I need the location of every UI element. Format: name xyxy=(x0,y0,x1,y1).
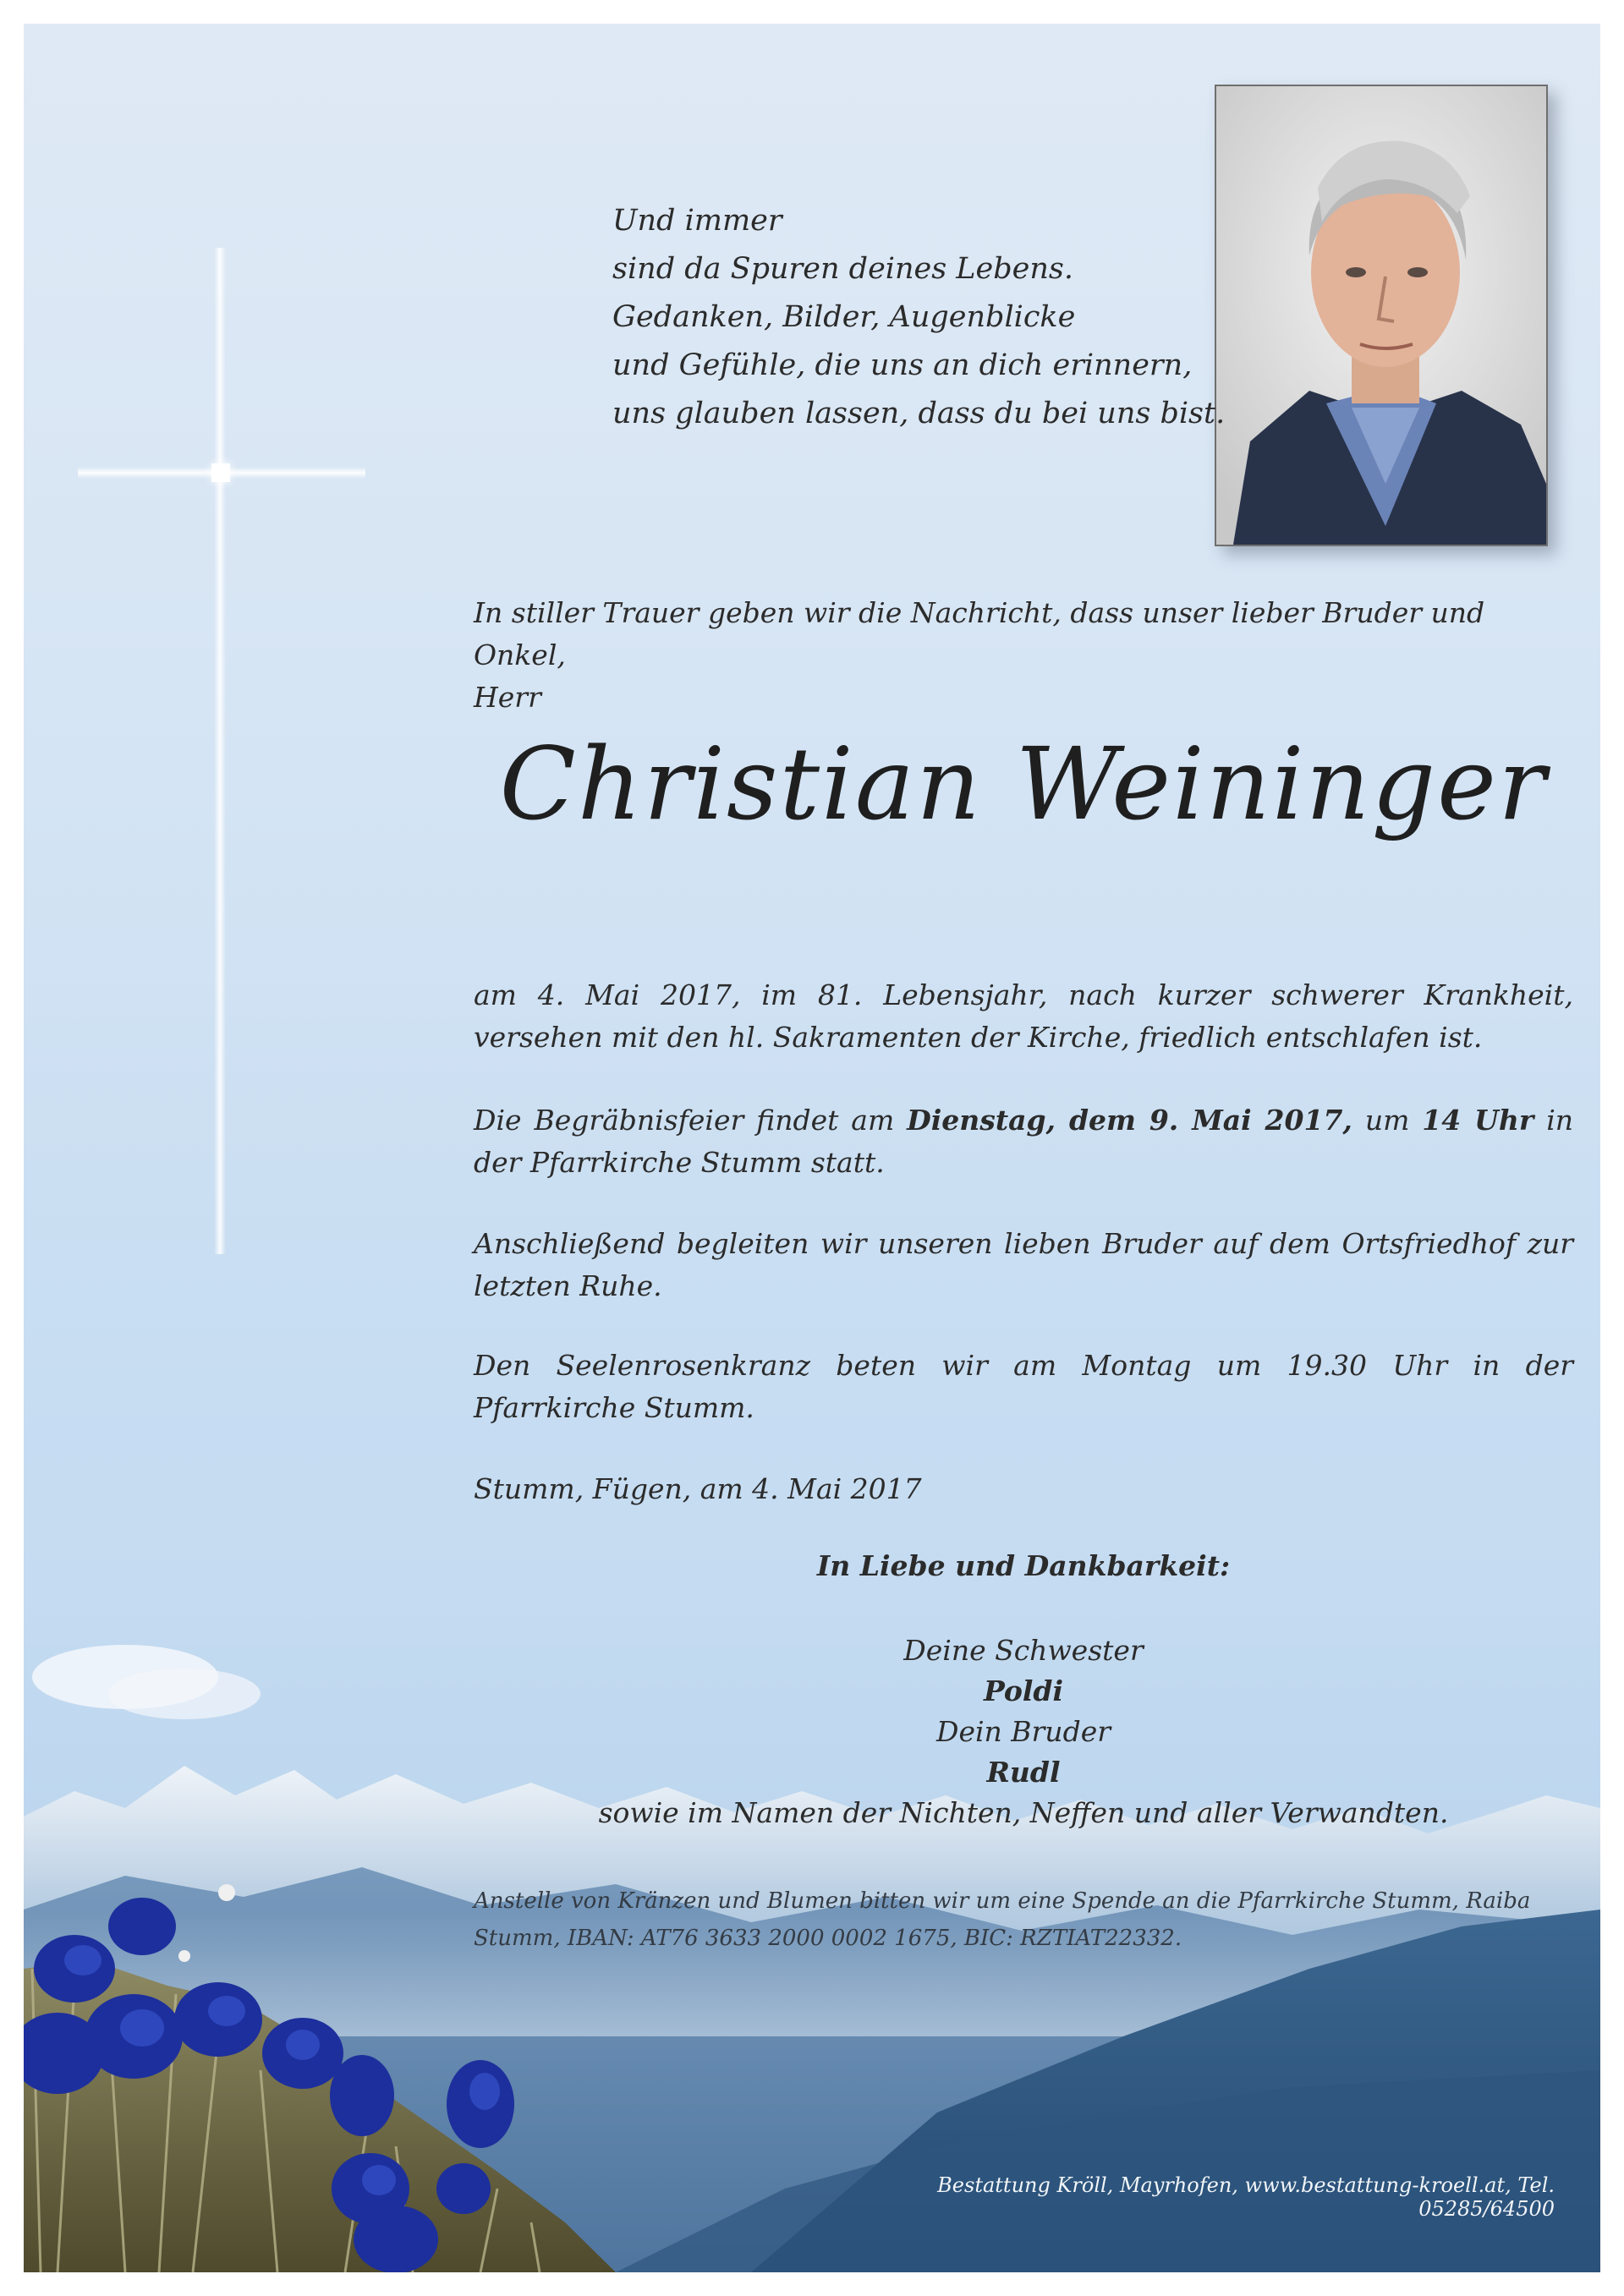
funeral-date: Dienstag, dem 9. Mai 2017, xyxy=(907,1104,1352,1137)
funeral-time: 14 Uhr xyxy=(1422,1104,1534,1137)
thanks-heading: In Liebe und Dankbarkeit: xyxy=(816,1549,1231,1582)
brother-label: Dein Bruder xyxy=(936,1715,1111,1748)
mourners-list xyxy=(474,1630,1573,1833)
burial-notice: Anschließend begleiten wir unseren lieben Bruder auf dem Ortsfriedhof zur letzten Ruhe. xyxy=(474,1227,1573,1302)
cross-icon-center xyxy=(211,463,230,482)
donation-note: Anstelle von Kränzen und Blumen bitten wir um eine Spende an die Pfarrkirche Stumm, Raiba Stumm, IBAN: AT76 3633 2000 0002 1675, BIC: RZTIAT22332. xyxy=(474,1888,1531,1951)
announcement-intro xyxy=(474,592,1573,719)
funeral-text: in der Pfarrkirche Stumm statt. xyxy=(474,1104,1573,1179)
funeral-notice xyxy=(474,1099,1573,1184)
poem-line: und Gefühle, die uns an dich erinnern, xyxy=(612,348,1193,382)
funeral-home-footer: Bestattung Kröll, Mayrhofen, www.bestattung-kroell.at, Tel. 05285/64500 xyxy=(937,2173,1555,2221)
place-date: Stumm, Fügen, am 4. Mai 2017 xyxy=(474,1472,922,1505)
death-notice: am 4. Mai 2017, im 81. Lebensjahr, nach kurzer schwerer Krankheit, versehen mit den hl. Sakramenten der Kirche, friedlich entschlafen ist. xyxy=(474,978,1573,1054)
sister-label: Deine Schwester xyxy=(903,1634,1144,1667)
intro-line: In stiller Trauer geben wir die Nachricht, dass unser lieber Bruder und Onkel, xyxy=(474,596,1485,671)
portrait-photo xyxy=(1215,85,1548,546)
obituary-card xyxy=(24,24,1600,2272)
poem-line: Gedanken, Bilder, Augenblicke xyxy=(612,300,1076,334)
memorial-poem xyxy=(612,197,1225,438)
relatives-line: sowie im Namen der Nichten, Neffen und aller Verwandten. xyxy=(598,1796,1449,1829)
poem-line: sind da Spuren deines Lebens. xyxy=(612,252,1074,286)
brother-name: Rudl xyxy=(986,1756,1061,1789)
deceased-name: Christian Weininger xyxy=(499,726,1548,842)
funeral-text: Die Begräbnisfeier findet am xyxy=(474,1104,908,1137)
poem-line: Und immer xyxy=(612,204,782,238)
poem-line: uns glauben lassen, dass du bei uns bist. xyxy=(612,397,1226,430)
cross-icon-vertical xyxy=(214,248,226,1254)
funeral-text: um xyxy=(1352,1104,1423,1137)
rosary-notice: Den Seelenrosenkranz beten wir am Montag um 19.30 Uhr in der Pfarrkirche Stumm. xyxy=(474,1349,1573,1424)
intro-line: Herr xyxy=(474,681,541,714)
sister-name: Poldi xyxy=(983,1674,1064,1707)
